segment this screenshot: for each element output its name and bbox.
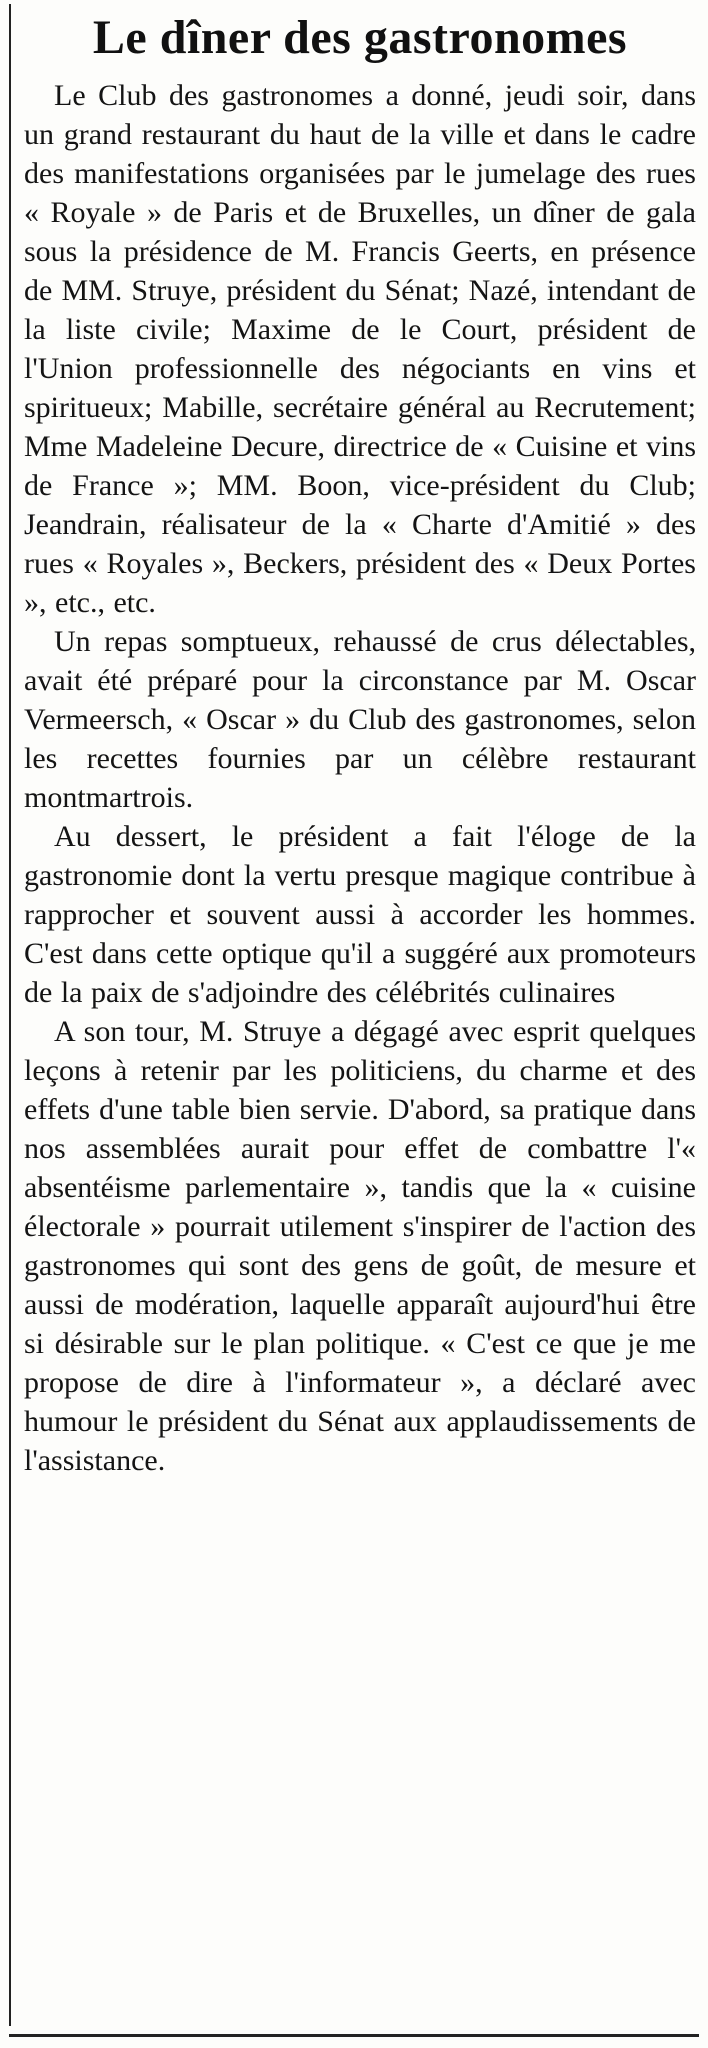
article-paragraph-3: Au dessert, le président a fait l'éloge de la gastronomie dont la vertu presque magique contribue à rapprocher et souvent aussi à accorder les hommes. C'est dans cette optique qu'il a suggéré aux promoteurs de la paix de s'adjoindre des célébrités culinaires bbox=[24, 820, 696, 1009]
article-paragraph-2: Un repas somptueux, rehaussé de crus délectables, avait été préparé pour la circonstance par M. Oscar Vermeersch, « Oscar » du Club des gastronomes, selon les recettes fournies par un célèbre restaurant montmartrois. bbox=[24, 625, 696, 814]
article-headline: Le dîner des gastronomes bbox=[92, 11, 628, 64]
article-column bbox=[24, 8, 696, 1480]
column-rule-left bbox=[9, 4, 11, 2026]
article-paragraph-4: A son tour, M. Struye a dégagé avec esprit quelques leçons à retenir par les politiciens, du charme et des effets d'une table bien servie. D'abord, sa pratique dans nos assemblées aurait pour effet de combattre l'« absentéisme parlementaire », tandis que la « cuisine électorale » pourrait utilement s'inspirer de l'action des gastronomes qui sont des gens de goût, de mesure et aussi de modération, laquelle apparaît aujourd'hui être si désirable sur le plan politique. « C'est ce que je me propose de dire à l'informateur », a déclaré avec humour le président du Sénat aux applaudissements de l'assistance. bbox=[24, 1015, 696, 1477]
article-paragraph-1: Le Club des gastronomes a donné, jeudi soir, dans un grand restaurant du haut de la ville et dans le cadre des manifestations organisées par le jumelage des rues « Royale » de Paris et de Bruxelles, un dîner de gala sous la présidence de M. Francis Geerts, en présence de MM. Struye, président du Sénat; Nazé, intendant de la liste civile; Maxime de le Court, président de l'Union professionnelle des négociants en vins et spiritueux; Mabille, secrétaire général au Recrutement; Mme Madeleine Decure, directrice de « Cuisine et vins de France »; MM. Boon, vice-président du Club; Jeandrain, réalisateur de la « Charte d'Amitié » des rues « Royales », Beckers, président des « Deux Portes », etc., etc. bbox=[24, 79, 696, 619]
column-rule-bottom bbox=[9, 2034, 699, 2037]
